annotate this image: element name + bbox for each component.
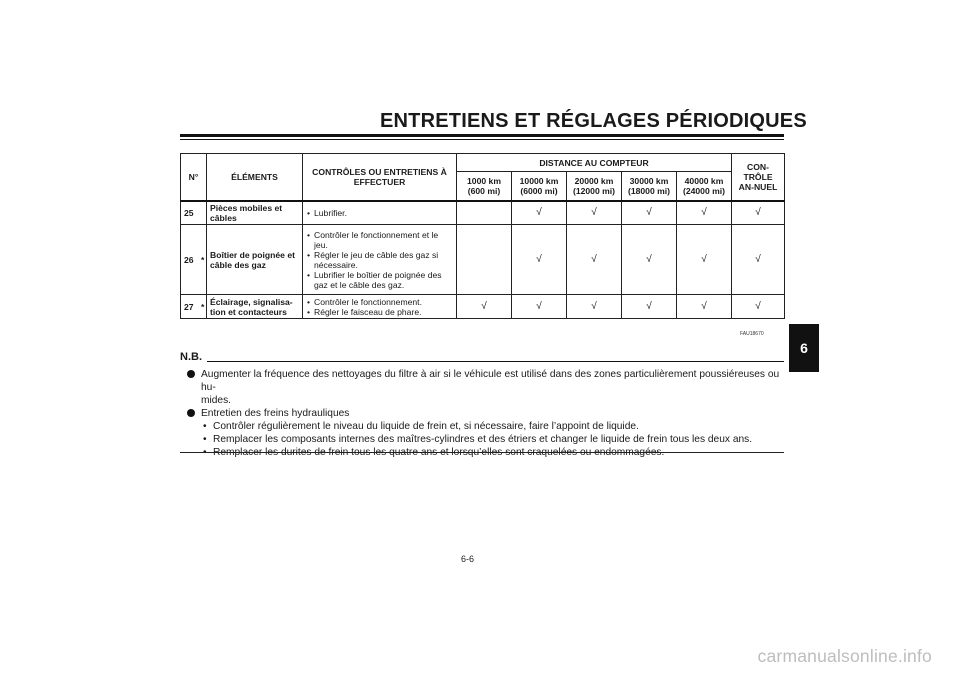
operation-item: • Lubrifier.: [306, 208, 453, 218]
check-cell: √: [732, 295, 785, 319]
watermark: carmanualsonline.info: [757, 646, 932, 666]
header-km-10000: 10000 km (6000 mi): [512, 172, 567, 201]
check-cell: √: [677, 225, 732, 295]
operation-item: • Contrôler le fonctionnement et le jeu.: [306, 230, 453, 250]
check-cell: √: [732, 201, 785, 225]
header-elements: ÉLÉMENTS: [207, 154, 303, 201]
header-no: N°: [181, 154, 207, 201]
row-number: 26 *: [181, 225, 207, 295]
header-annual: CON-TRÔLE AN-NUEL: [732, 154, 785, 201]
reference-code: FAU18670: [740, 331, 764, 337]
check-cell: √: [622, 225, 677, 295]
check-cell: √: [677, 295, 732, 319]
nb-rule: [207, 361, 784, 362]
row-operations: [303, 225, 457, 295]
operation-item: • Contrôler le fonctionnement.: [306, 297, 453, 307]
header-operations: CONTRÔLES OU ENTRETIENS À EFFECTUER: [303, 154, 457, 201]
check-cell: √: [512, 201, 567, 225]
check-cell: √: [567, 225, 622, 295]
row-element: Éclairage, signalisa-tion et contacteurs: [207, 295, 303, 319]
bullet-icon: [187, 370, 195, 378]
list-item: [180, 407, 784, 420]
row-number: 25: [181, 201, 207, 225]
operation-item: • Régler le jeu de câble des gaz si nécessaire.: [306, 250, 453, 270]
nb-bottom-rule: [180, 452, 784, 453]
bullet-icon: •: [203, 421, 207, 432]
check-cell: √: [732, 225, 785, 295]
row-element: Boîtier de poignée et câble des gaz: [207, 225, 303, 295]
page-title: ENTRETIENS ET RÉGLAGES PÉRIODIQUES: [380, 110, 807, 132]
row-operations: [303, 201, 457, 225]
star-mark: *: [201, 301, 205, 312]
table-row: [181, 201, 785, 225]
operation-item: • Régler le faisceau de phare.: [306, 307, 453, 317]
star-mark: *: [201, 254, 205, 265]
page-number: 6-6: [461, 554, 475, 564]
check-cell: √: [622, 295, 677, 319]
bullet-icon: [187, 409, 195, 417]
check-cell: √: [512, 295, 567, 319]
row-operations: [303, 295, 457, 319]
check-cell: √: [457, 295, 512, 319]
header-rule-thin: [180, 139, 784, 140]
nb-item-text: Entretien des freins hydrauliques: [201, 408, 350, 419]
operation-item: • Lubrifier le boîtier de poignée des gaz et le câble des gaz.: [306, 270, 453, 290]
check-cell: [457, 201, 512, 225]
check-cell: √: [567, 201, 622, 225]
check-cell: √: [677, 201, 732, 225]
table-row: [181, 295, 785, 319]
check-cell: √: [622, 201, 677, 225]
chapter-tab[interactable]: 6: [789, 324, 819, 372]
header-rule-thick: [180, 134, 784, 137]
row-element: Pièces mobiles et câbles: [207, 201, 303, 225]
bullet-icon: •: [203, 434, 207, 445]
nb-item-continuation: mides.: [201, 395, 232, 406]
header-km-1000: 1000 km (600 mi): [457, 172, 512, 201]
header-km-40000: 40000 km (24000 mi): [677, 172, 732, 201]
header-km-20000: 20000 km (12000 mi): [567, 172, 622, 201]
nb-body: [180, 368, 784, 459]
sub-list-item: • Contrôler régulièrement le niveau du liquide de frein et, si nécessaire, faire l’appoint de liquide.: [203, 421, 639, 432]
header-km-30000: 30000 km (18000 mi): [622, 172, 677, 201]
check-cell: √: [567, 295, 622, 319]
table-row: [181, 225, 785, 295]
check-cell: [457, 225, 512, 295]
row-number: 27 *: [181, 295, 207, 319]
maintenance-table: [180, 153, 785, 319]
nb-item-text: Augmenter la fréquence des nettoyages du filtre à air si le véhicule est utilisé dans des zones particulièrement poussiéreuses ou hu-: [201, 369, 780, 393]
nb-label: N.B.: [180, 351, 202, 363]
header-distance: DISTANCE AU COMPTEUR: [457, 154, 732, 172]
list-item: [180, 368, 784, 394]
check-cell: √: [512, 225, 567, 295]
sub-list-item: • Remplacer les composants internes des maîtres-cylindres et des étriers et changer le liquide de frein tous les deux ans.: [203, 434, 753, 445]
